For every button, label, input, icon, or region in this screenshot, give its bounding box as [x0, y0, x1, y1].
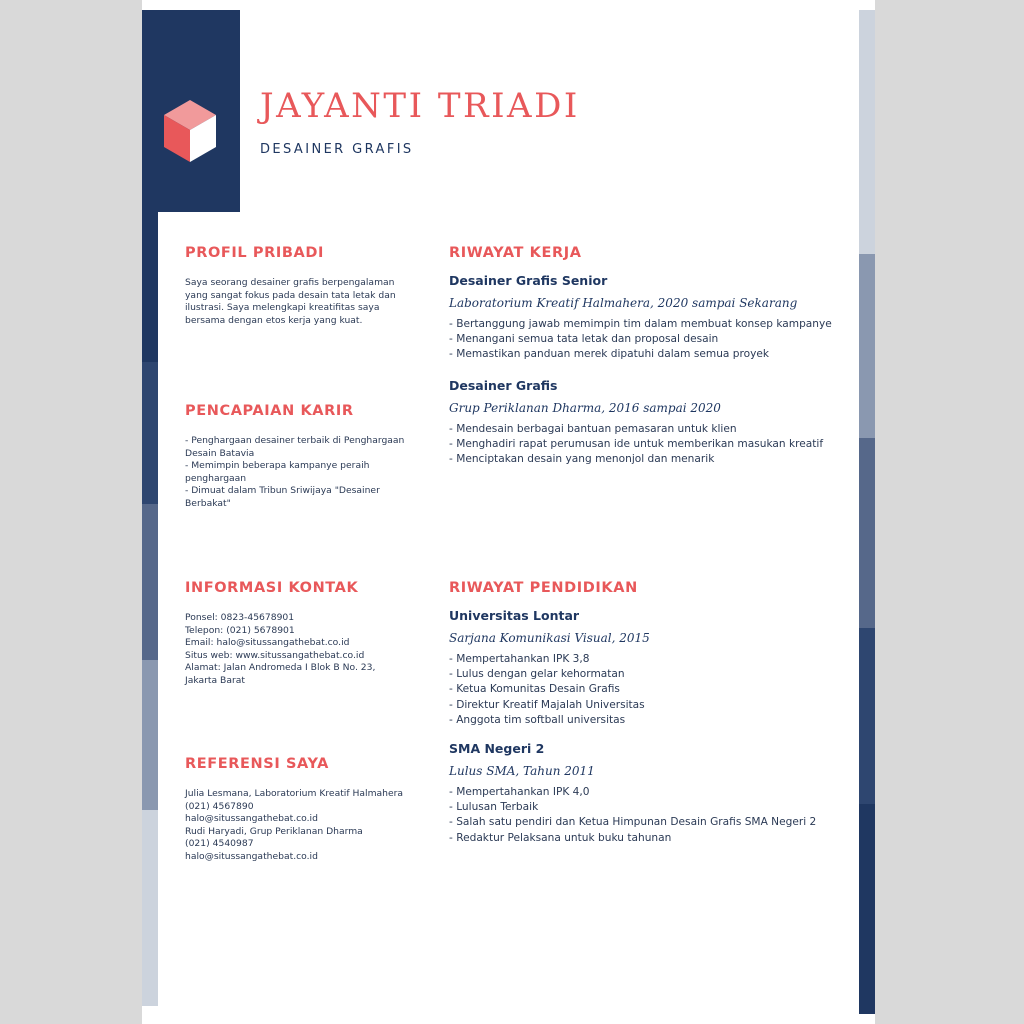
school-bullets: [449, 652, 645, 728]
profil-line: ilustrasi. Saya melengkapi kreatifitas saya: [185, 302, 380, 314]
pencapaian-line: - Dimuat dalam Tribun Sriwijaya "Desainer: [185, 485, 380, 497]
school-bullet: - Ketua Komunitas Desain Grafis: [449, 683, 620, 696]
job-title: Desainer Grafis: [449, 378, 558, 393]
left-strip-1: [142, 212, 158, 362]
referensi-line: Rudi Haryadi, Grup Periklanan Dharma: [185, 825, 363, 837]
right-strip-4: [859, 628, 875, 804]
referensi-text: [185, 788, 403, 864]
pencapaian-text: [185, 435, 404, 511]
school-title: SMA Negeri 2: [449, 741, 545, 756]
school-bullet: - Lulusan Terbaik: [449, 801, 539, 814]
kontak-address: Alamat: Jalan Andromeda I Blok B No. 23,: [185, 662, 376, 674]
job-bullet: - Mendesain berbagai bantuan pemasaran untuk klien: [449, 423, 737, 435]
kontak-phone: Ponsel: 0823-45678901: [185, 612, 295, 623]
pendidikan-title: RIWAYAT PENDIDIKAN: [449, 580, 638, 596]
pencapaian-line: Berbakat": [185, 497, 231, 509]
resume-page: [142, 0, 875, 1024]
left-strip-3: [142, 504, 158, 660]
profil-line: Saya seorang desainer grafis berpengalaman: [185, 277, 395, 288]
right-strip-3: [859, 438, 875, 628]
cube-icon: [164, 100, 216, 162]
left-strip-2: [142, 362, 158, 504]
school-bullets: [449, 785, 816, 846]
pencapaian-line: Desain Batavia: [185, 447, 255, 459]
kontak-website: Situs web: www.situssangathebat.co.id: [185, 649, 365, 661]
school-bullet: - Mempertahankan IPK 3,8: [449, 653, 590, 665]
kontak-title: INFORMASI KONTAK: [185, 580, 359, 596]
school-subtitle: Lulus SMA, Tahun 2011: [449, 764, 595, 778]
job-subtitle: Laboratorium Kreatif Halmahera, 2020 sampai Sekarang: [449, 296, 798, 310]
school-bullet: - Lulus dengan gelar kehormatan: [449, 668, 625, 681]
school-bullet: - Anggota tim softball universitas: [449, 713, 626, 726]
profil-line: yang sangat fokus pada desain tata letak dan: [185, 289, 396, 301]
profil-title: PROFIL PRIBADI: [185, 245, 324, 261]
kontak-text: [185, 612, 375, 688]
right-strip-2: [859, 254, 875, 438]
kontak-address: Jakarta Barat: [185, 674, 246, 686]
referensi-line: halo@situssangathebat.co.id: [185, 813, 318, 825]
pencapaian-line: - Penghargaan desainer terbaik di Penghargaan: [185, 435, 405, 446]
kontak-email: Email: halo@situssangathebat.co.id: [185, 637, 350, 649]
kerja-title: RIWAYAT KERJA: [449, 245, 582, 261]
job-bullet: - Menciptakan desain yang menonjol dan menarik: [449, 453, 715, 466]
school-bullet: - Redaktur Pelaksana untuk buku tahunan: [449, 831, 672, 844]
profil-line: bersama dengan etos kerja yang kuat.: [185, 314, 363, 326]
job-bullets: [449, 422, 823, 468]
profil-text: [185, 277, 396, 327]
pencapaian-line: penghargaan: [185, 472, 247, 484]
job-title: Desainer Grafis Senior: [449, 273, 608, 288]
referensi-title: REFERENSI SAYA: [185, 756, 329, 772]
kontak-telephone: Telepon: (021) 5678901: [185, 624, 295, 636]
job-bullet: - Menangani semua tata letak dan proposal desain: [449, 333, 719, 346]
referensi-line: halo@situssangathebat.co.id: [185, 850, 318, 862]
school-bullet: - Mempertahankan IPK 4,0: [449, 786, 590, 798]
job-subtitle: Grup Periklanan Dharma, 2016 sampai 2020: [449, 401, 721, 415]
school-bullet: - Direktur Kreatif Majalah Universitas: [449, 698, 645, 711]
pencapaian-line: - Memimpin beberapa kampanye peraih: [185, 460, 370, 472]
job-bullet: - Memastikan panduan merek dipatuhi dalam semua proyek: [449, 348, 770, 361]
referensi-line: (021) 4567890: [185, 800, 254, 812]
right-strip-1: [859, 10, 875, 254]
person-name: JAYANTI TRIADI: [260, 86, 580, 126]
header-block: [142, 10, 240, 212]
pencapaian-title: PENCAPAIAN KARIR: [185, 403, 354, 419]
referensi-line: Julia Lesmana, Laboratorium Kreatif Halmahera: [185, 788, 404, 799]
referensi-line: (021) 4540987: [185, 838, 254, 850]
left-strip-5: [142, 810, 158, 1006]
left-strip-4: [142, 660, 158, 810]
job-bullet: - Bertanggung jawab memimpin tim dalam membuat konsep kampanye: [449, 318, 832, 330]
job-bullets: [449, 317, 832, 363]
job-bullet: - Menghadiri rapat perumusan ide untuk memberikan masukan kreatif: [449, 438, 824, 451]
right-strip-5: [859, 804, 875, 1014]
school-bullet: - Salah satu pendiri dan Ketua Himpunan Desain Grafis SMA Negeri 2: [449, 816, 817, 829]
person-role: DESAINER GRAFIS: [260, 142, 414, 157]
school-subtitle: Sarjana Komunikasi Visual, 2015: [449, 631, 650, 645]
school-title: Universitas Lontar: [449, 608, 580, 623]
